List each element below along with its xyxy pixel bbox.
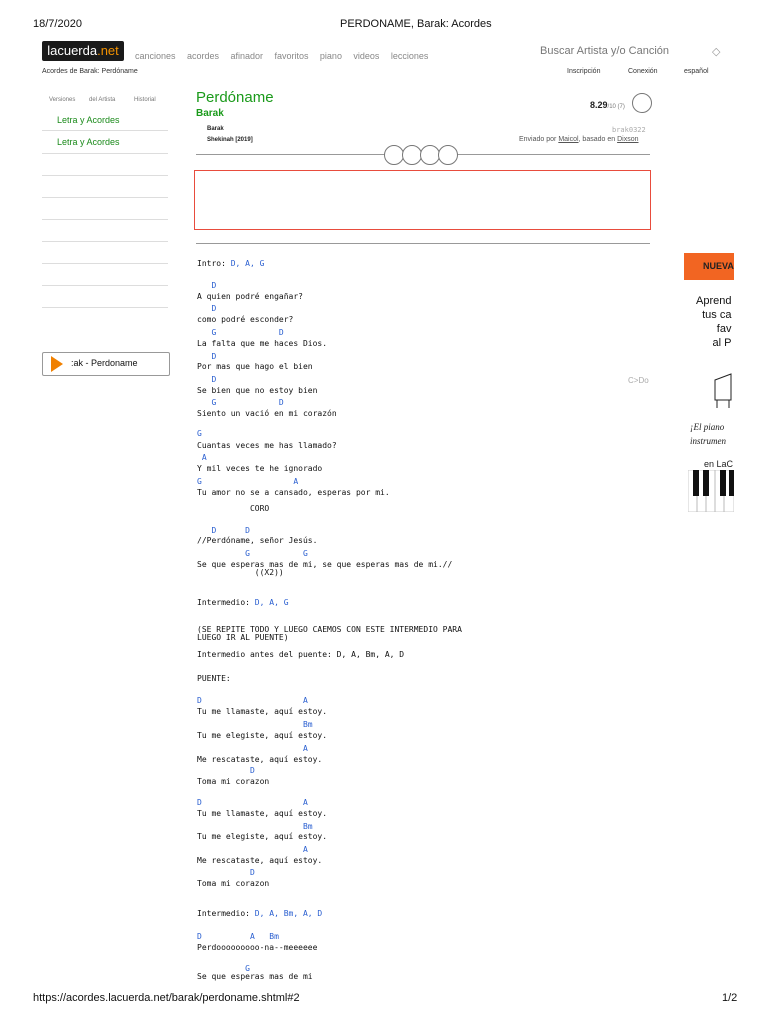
lyric-text: Se bien que no estoy bien (197, 386, 318, 395)
nav-afinador[interactable]: afinador (230, 51, 263, 61)
mini-player[interactable] (42, 352, 170, 376)
option-circle-1[interactable] (384, 145, 404, 165)
lyric-line (197, 903, 322, 921)
lyric-text: Me rescataste, aquí estoy. (197, 755, 323, 764)
lyric-text: Intermedio: (197, 909, 255, 918)
chord[interactable]: G (197, 964, 250, 973)
language-link[interactable]: español (684, 68, 709, 75)
chord[interactable]: D A (197, 696, 308, 705)
lyric-text: La falta que me haces Dios. (197, 339, 328, 348)
lyric-text: (SE REPITE TODO Y LUEGO CAEMOS CON ESTE INTERMEDIO PARA (197, 625, 462, 634)
credits: Enviado por Maicol, basado en Dixson (519, 136, 639, 143)
artist-link[interactable]: Barak (196, 108, 224, 119)
tab-versiones[interactable]: Versiones (49, 97, 76, 103)
chord[interactable]: Bm (197, 720, 313, 729)
option-circle-4[interactable] (438, 145, 458, 165)
chord[interactable]: D (197, 281, 217, 290)
chord[interactable]: D, A, G (254, 598, 289, 607)
lyric-line (197, 937, 317, 955)
lyric-line (197, 253, 264, 271)
nav-videos[interactable]: videos (353, 51, 380, 61)
option-circle-2[interactable] (402, 145, 422, 165)
lyric-line (197, 771, 269, 789)
lyric-text: Intermedio antes del puente: D, A, Bm, A, D (197, 650, 405, 659)
song-title: Perdóname (196, 89, 274, 106)
chord[interactable]: Bm (197, 822, 313, 831)
chord[interactable]: D (197, 352, 217, 361)
piano-keys-icon (688, 470, 734, 512)
lyric-line (197, 562, 284, 580)
chord[interactable]: D (197, 304, 217, 313)
sent-by-link[interactable]: Maicol (558, 136, 579, 143)
search-icon[interactable]: ◇ (712, 46, 721, 58)
lyric-text: Cuantas veces me has llamado? (197, 441, 337, 450)
lyric-text: Tu me llamaste, aquí estoy. (197, 809, 328, 818)
nav-lecciones[interactable]: lecciones (390, 51, 429, 61)
lyric-text: Intermedio: (197, 598, 255, 607)
chord[interactable]: D (197, 375, 217, 384)
print-url: https://acordes.lacuerda.net/barak/perdoname.shtml#2 (33, 992, 300, 1004)
chord[interactable]: A (197, 845, 308, 854)
lyric-text: LUEGO IR AL PUENTE) (197, 633, 289, 642)
lyric-text: ((X2)) (197, 568, 284, 577)
meta-artist[interactable]: Barak (207, 126, 224, 132)
chord[interactable]: G D (197, 398, 284, 407)
chord[interactable]: A (197, 453, 207, 462)
ad-text: Aprend tus ca fav al P (696, 295, 732, 349)
chord[interactable]: A (197, 744, 308, 753)
lyric-text: //Perdóname, señor Jesús. (197, 536, 318, 545)
chord[interactable]: G A (197, 477, 299, 486)
transpose-label[interactable]: C>Do (628, 376, 649, 385)
based-on-link[interactable]: Dixson (617, 136, 639, 143)
lyric-text: Por mas que hago el bien (197, 362, 313, 371)
chord[interactable]: G G (197, 549, 308, 558)
chord[interactable]: D (197, 868, 255, 877)
nav-canciones[interactable]: canciones (135, 51, 176, 61)
lyric-text: como podré esconder? (197, 315, 294, 324)
nav-acordes[interactable]: acordes (186, 51, 220, 61)
lyric-line (197, 333, 327, 351)
ad-banner[interactable] (194, 170, 651, 230)
print-page: 1/2 (722, 992, 738, 1004)
lyric-line (197, 627, 289, 645)
lyric-text: Tu me elegiste, aquí estoy. (197, 731, 328, 740)
chord[interactable]: D, A, Bm, A, D (254, 909, 323, 918)
lyric-line (197, 644, 404, 662)
lyric-line (197, 403, 337, 421)
lyric-line (197, 592, 289, 610)
chord[interactable]: G D (197, 328, 284, 337)
chord[interactable]: D (197, 766, 255, 775)
lyric-text: Y mil veces te he ignorado (197, 464, 323, 473)
sidebar-item-letra-acordes[interactable]: Letra y Acordes (57, 115, 120, 125)
login-link[interactable]: Conexión (628, 68, 658, 75)
lyric-line (197, 435, 337, 453)
lyric-line (197, 498, 269, 516)
option-circle-3[interactable] (420, 145, 440, 165)
piano-icon (713, 370, 733, 410)
lyric-text: Tu me elegiste, aquí estoy. (197, 832, 328, 841)
sidebar-item-letra-acordes-2[interactable]: Letra y Acordes (57, 137, 120, 147)
lyric-line (197, 873, 269, 891)
lyric-line (197, 668, 231, 686)
lyric-text: Siento un vació en mi corazón (197, 409, 337, 418)
chord[interactable]: D A (197, 798, 308, 807)
tab-del-artista[interactable]: del Artista (89, 97, 116, 103)
player-label: :ak - Perdoname (71, 358, 138, 368)
lyric-text: Toma mi corazon (197, 777, 270, 786)
tab-historial[interactable]: Historial (134, 97, 156, 103)
ad-italic: ¡El piano instrumen (690, 422, 726, 446)
site-logo[interactable]: lacuerda.net (42, 41, 124, 61)
main-nav (135, 46, 435, 64)
user-tag: brak0322 (612, 126, 646, 134)
breadcrumb: Acordes de Barak: Perdóname (42, 68, 138, 75)
print-title: PERDONAME, Barak: Acordes (340, 18, 492, 30)
lyric-text: Toma mi corazon (197, 879, 270, 888)
chord[interactable]: G (197, 429, 202, 438)
lyric-text: Tu me llamaste, aquí estoy. (197, 707, 328, 716)
chord[interactable]: D D (197, 526, 250, 535)
play-icon[interactable] (51, 356, 63, 372)
album: Shekinah [2019] (207, 137, 253, 143)
chord[interactable]: D A Bm (197, 932, 279, 941)
lyric-text: PUENTE: (197, 674, 231, 683)
new-badge[interactable]: NUEVA (684, 253, 734, 280)
lyric-text: CORO (197, 504, 270, 513)
lyric-text: Se que esperas mas de mi (197, 972, 313, 981)
rating: 8.29/10 (7) (590, 100, 625, 110)
lyric-text: Perdooooooooo-na--meeeeee (197, 943, 318, 952)
lyric-text: Se que esperas mas de mi, se que esperas mas de mi.// (197, 560, 453, 569)
lyric-text: A quien podré engañar? (197, 292, 303, 301)
lyric-text: Me rescataste, aquí estoy. (197, 856, 323, 865)
ad-footer: en LaC (704, 459, 734, 469)
nav-piano[interactable]: piano (319, 51, 342, 61)
signup-link[interactable]: Inscripción (567, 68, 601, 75)
rate-button[interactable] (632, 93, 652, 113)
lyric-text: Intro: (197, 259, 231, 268)
search-input[interactable]: Buscar Artista y/o Canción (540, 45, 670, 57)
lyric-line (197, 966, 313, 984)
print-date: 18/7/2020 (33, 18, 82, 30)
chord[interactable]: D, A, G (230, 259, 265, 268)
nav-favoritos[interactable]: favoritos (274, 51, 309, 61)
lyric-text: Tu amor no se a cansado, esperas por mi. (197, 488, 390, 497)
